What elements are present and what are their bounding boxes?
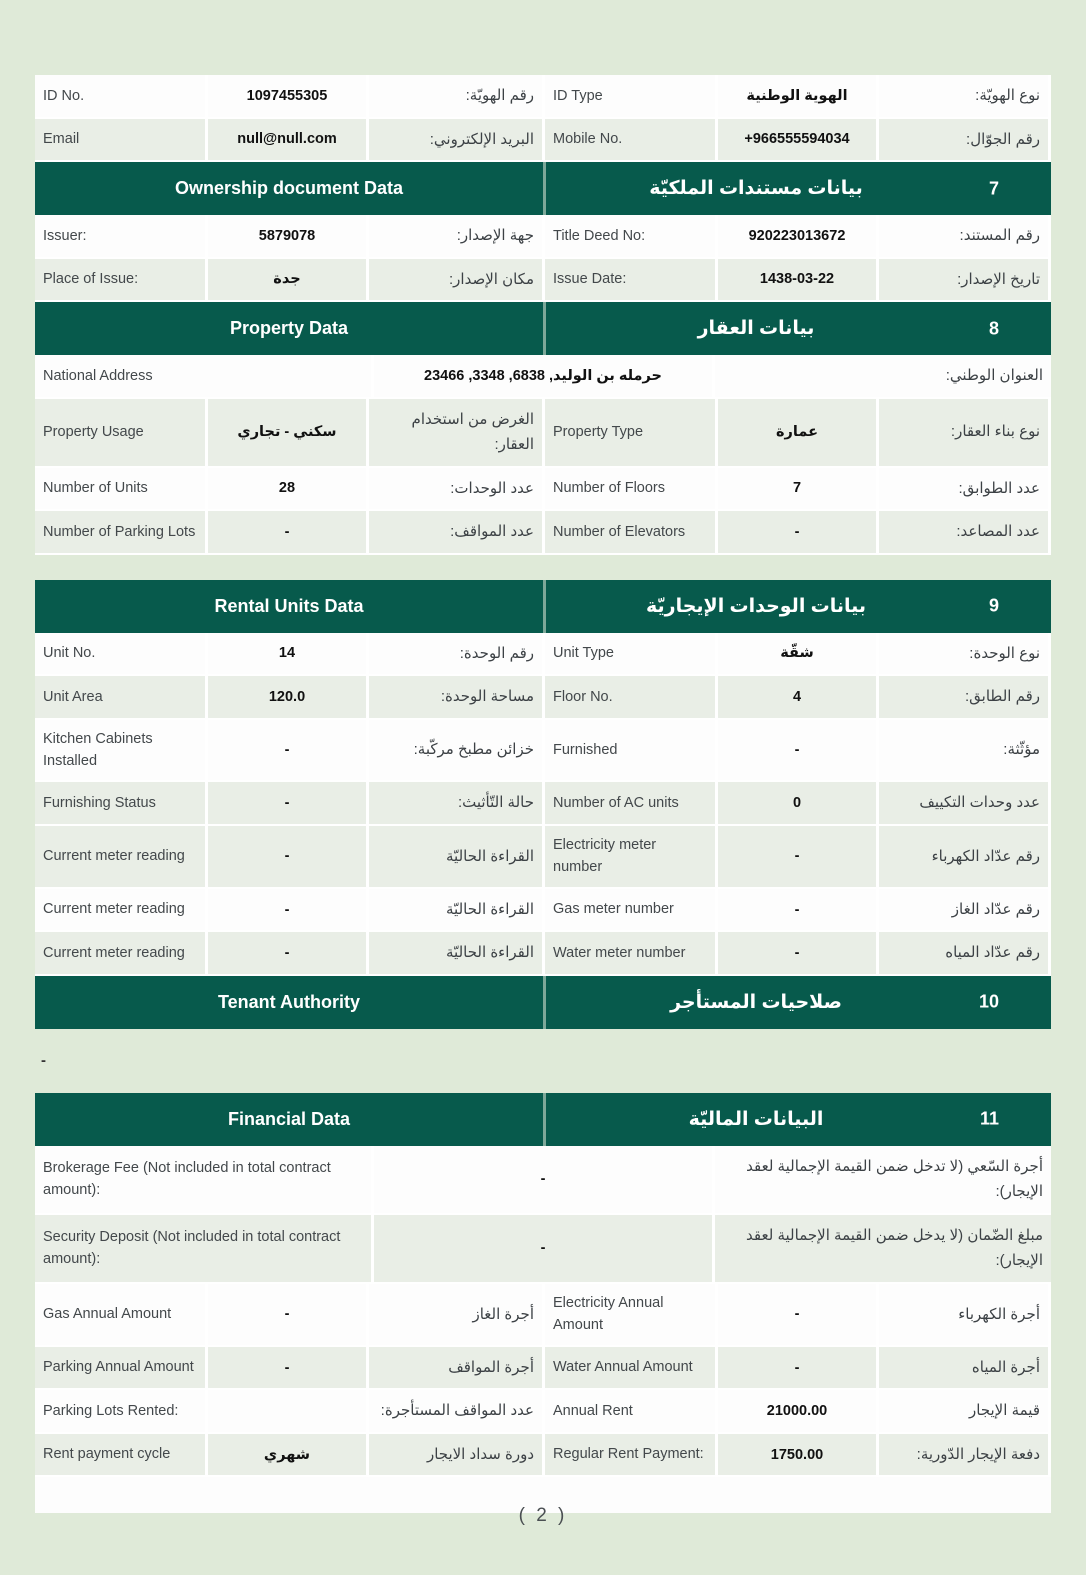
value-left: 120.0 [208, 676, 366, 718]
table-row [35, 1284, 1051, 1347]
table-row [35, 1347, 1051, 1391]
label-en-right: Regular Rent Payment: [545, 1434, 715, 1476]
label-ar-left: رقم الهويّة: [369, 75, 542, 117]
value-right: - [718, 1284, 876, 1345]
label-ar-left: عدد المواقف المستأجرة: [369, 1390, 542, 1432]
label-ar-left: أجرة الغاز [369, 1284, 542, 1345]
label-ar-left: القراءة الحاليّة [369, 932, 542, 974]
label-en-left: Current meter reading [35, 826, 205, 887]
value-left: - [208, 511, 366, 553]
label-en-left: Unit No. [35, 633, 205, 675]
value-right: شقّة [718, 633, 876, 675]
table-row [35, 1146, 1051, 1215]
value-left: جدة [208, 259, 366, 301]
label-en-right: Number of AC units [545, 782, 715, 824]
label-ar-right: رقم الجوّال: [879, 119, 1048, 161]
label-ar-left: القراءة الحاليّة [369, 889, 542, 931]
label-ar-right: نوع بناء العقار: [879, 399, 1048, 466]
label-en-right: Gas meter number [545, 889, 715, 931]
section-title-en: Property Data [229, 318, 349, 338]
value: حرمله بن الوليد, 6838, 3348, 23466 [374, 355, 712, 397]
table-row [35, 720, 1051, 783]
label-en-left: Issuer: [35, 215, 205, 257]
label-ar-right: أجرة المياه [879, 1347, 1048, 1389]
label-ar-right: رقم عدّاد الكهرباء [879, 826, 1048, 887]
label-en-right: Title Deed No: [545, 215, 715, 257]
table-row [35, 676, 1051, 720]
value-right: 1438-03-22 [718, 259, 876, 301]
label-ar-right: أجرة الكهرباء [879, 1284, 1048, 1345]
value-left: سكني - تجاري [208, 399, 366, 466]
label-en-left: ID No. [35, 75, 205, 117]
value-right: - [718, 511, 876, 553]
value-left: - [208, 932, 366, 974]
label-ar-left: الغرض من استخدام العقار: [369, 399, 542, 466]
label-en-right: Number of Elevators [545, 511, 715, 553]
value-right: - [718, 1347, 876, 1389]
label-en-right: Floor No. [545, 676, 715, 718]
label-ar-left: القراءة الحاليّة [369, 826, 542, 887]
label-ar-left: حالة التّأثيث: [369, 782, 542, 824]
table-row [35, 633, 1051, 677]
label-en: Brokerage Fee (Not included in total contract amount): [35, 1146, 371, 1213]
label-en-right: Annual Rent [545, 1390, 715, 1432]
value-left: - [208, 1284, 366, 1345]
label-en: Security Deposit (Not included in total contract amount): [35, 1215, 371, 1282]
table-row [35, 75, 1051, 119]
section-title-ar: بيانات مستندات الملكيّة [649, 178, 863, 199]
value-left: - [208, 1347, 366, 1389]
label-en-left: Parking Lots Rented: [35, 1390, 205, 1432]
value-left: 28 [208, 468, 366, 510]
label-en-left: Current meter reading [35, 932, 205, 974]
value-left: - [208, 826, 366, 887]
table-row [35, 355, 1051, 399]
value-right: 920223013672 [718, 215, 876, 257]
label-ar-left: عدد الوحدات: [369, 468, 542, 510]
table-row [35, 826, 1051, 889]
value-left [208, 1390, 366, 1432]
section-header [35, 976, 1051, 1029]
section-header [35, 302, 1051, 355]
label-en-right: Property Type [545, 399, 715, 466]
label-ar-right: عدد وحدات التكييف [879, 782, 1048, 824]
section-number: 8 [988, 318, 999, 338]
section-header [35, 580, 1051, 633]
value-right: 4 [718, 676, 876, 718]
value-left: 1097455305 [208, 75, 366, 117]
label-ar-left: خزائن مطبخ مركّبة: [369, 720, 542, 781]
label-en-right: Water Annual Amount [545, 1347, 715, 1389]
section-title-ar: البيانات الماليّة [688, 1108, 824, 1130]
label-ar-right: عدد الطوابق: [879, 468, 1048, 510]
label-en-left: Number of Parking Lots [35, 511, 205, 553]
value-right: 21000.00 [718, 1390, 876, 1432]
value-left: null@null.com [208, 119, 366, 161]
value: - [374, 1215, 712, 1282]
label-en-right: Electricity meter number [545, 826, 715, 887]
label-en-right: ID Type [545, 75, 715, 117]
table-row [35, 399, 1051, 468]
value-left: - [208, 720, 366, 781]
label-ar-left: مكان الإصدار: [369, 259, 542, 301]
section-title-ar: بيانات الوحدات الإيجاريّة [646, 595, 866, 617]
label-ar: العنوان الوطني: [715, 355, 1051, 397]
label-ar-left: البريد الإلكتروني: [369, 119, 542, 161]
section-header [35, 162, 1051, 215]
label-en: National Address [35, 355, 371, 397]
section-number: 11 [979, 1108, 999, 1129]
label-ar-left: أجرة المواقف [369, 1347, 542, 1389]
page-number: ( 2 ) [518, 1505, 568, 1526]
label-en-left: Current meter reading [35, 889, 205, 931]
label-en-left: Gas Annual Amount [35, 1284, 205, 1345]
label-en-right: Mobile No. [545, 119, 715, 161]
table-row [35, 782, 1051, 826]
value-right: - [718, 720, 876, 781]
label-ar-right: رقم المستند: [879, 215, 1048, 257]
table-row [35, 1434, 1051, 1478]
label-ar-left: جهة الإصدار: [369, 215, 542, 257]
label-ar-left: دورة سداد الايجار [369, 1434, 542, 1476]
table-row [35, 511, 1051, 555]
section-number: 10 [978, 991, 999, 1012]
label-ar-right: رقم الطابق: [879, 676, 1048, 718]
label-ar-right: رقم عدّاد الغاز [879, 889, 1048, 931]
table-row [35, 1390, 1051, 1434]
value-left: - [208, 782, 366, 824]
label-en-left: Unit Area [35, 676, 205, 718]
label-ar: مبلغ الضّمان (لا يدخل ضمن القيمة الإجمالية لعقد الإيجار): [715, 1215, 1051, 1282]
value-right: عمارة [718, 399, 876, 466]
table-row [35, 259, 1051, 303]
section-title-en: Financial Data [227, 1108, 351, 1129]
tenant-authority-value: - [41, 1052, 46, 1070]
value-right: 0 [718, 782, 876, 824]
label-ar-right: دفعة الإيجار الدّورية: [879, 1434, 1048, 1476]
label-en-left: Parking Annual Amount [35, 1347, 205, 1389]
label-en-left: Number of Units [35, 468, 205, 510]
label-ar-left: مساحة الوحدة: [369, 676, 542, 718]
contract-table [35, 75, 1051, 1513]
label-ar: أجرة السّعي (لا تدخل ضمن القيمة الإجمالية لعقد الإيجار): [715, 1146, 1051, 1213]
section-title-ar: بيانات العقار [697, 318, 815, 339]
label-ar-right: نوع الوحدة: [879, 633, 1048, 675]
label-en-left: Email [35, 119, 205, 161]
table-row [35, 119, 1051, 163]
label-ar-right: نوع الهويّة: [879, 75, 1048, 117]
section-gap [35, 555, 1051, 580]
label-ar-right: رقم عدّاد المياه [879, 932, 1048, 974]
value-left: 5879078 [208, 215, 366, 257]
section-title-ar: صلاحيات المستأجر [670, 991, 842, 1013]
table-row [35, 468, 1051, 512]
value-right: - [718, 932, 876, 974]
value-right: - [718, 826, 876, 887]
label-ar-left: رقم الوحدة: [369, 633, 542, 675]
label-en-right: Furnished [545, 720, 715, 781]
table-row [35, 215, 1051, 259]
label-ar-right: عدد المصاعد: [879, 511, 1048, 553]
value: - [374, 1146, 712, 1213]
label-en-left: Property Usage [35, 399, 205, 466]
value-right: - [718, 889, 876, 931]
value-right: الهوية الوطنية [718, 75, 876, 117]
value-left: - [208, 889, 366, 931]
section-title-en: Ownership document Data [174, 178, 404, 198]
value-right: 1750.00 [718, 1434, 876, 1476]
label-ar-left: عدد المواقف: [369, 511, 542, 553]
label-en-right: Unit Type [545, 633, 715, 675]
label-en-left: Rent payment cycle [35, 1434, 205, 1476]
label-en-right: Issue Date: [545, 259, 715, 301]
label-ar-right: قيمة الإيجار [879, 1390, 1048, 1432]
label-ar-right: مؤثّثة: [879, 720, 1048, 781]
label-en-left: Place of Issue: [35, 259, 205, 301]
section-number: 9 [988, 595, 999, 616]
label-en-right: Water meter number [545, 932, 715, 974]
label-ar-right: تاريخ الإصدار: [879, 259, 1048, 301]
section-title-en: Rental Units Data [214, 595, 364, 616]
table-row [35, 889, 1051, 933]
label-en-left: Furnishing Status [35, 782, 205, 824]
section-header [35, 1093, 1051, 1146]
section-number: 7 [988, 178, 999, 198]
section-title-en: Tenant Authority [218, 991, 360, 1012]
label-en-right: Electricity Annual Amount [545, 1284, 715, 1345]
label-en-left: Kitchen Cabinets Installed [35, 720, 205, 781]
value-left: شهري [208, 1434, 366, 1476]
value-right: 7 [718, 468, 876, 510]
table-row [35, 1215, 1051, 1284]
value-left: 14 [208, 633, 366, 675]
value-right: +966555594034 [718, 119, 876, 161]
label-en-right: Number of Floors [545, 468, 715, 510]
table-row [35, 932, 1051, 976]
